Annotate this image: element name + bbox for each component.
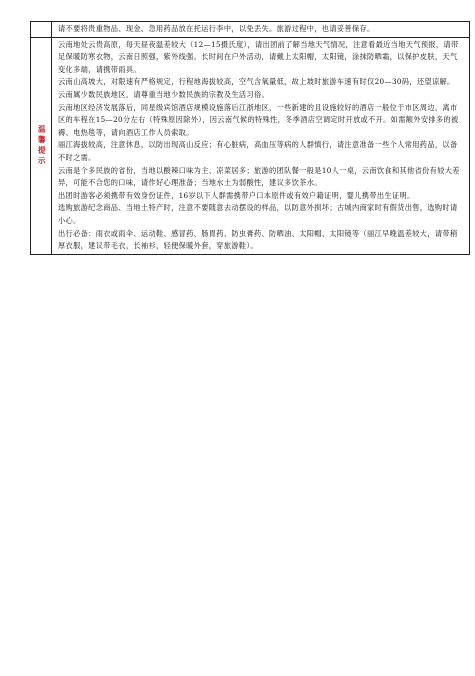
side-label-cell [31,37,52,254]
tip-item-documents: 出团时游客必须携带有效身份证件，16岁以下人群需携带户口本原件或有效户籍证明，婴儿携带出生证明。 [58,190,415,200]
tip-item-weather: 云南地处云贵高原，每天昼夜温差较大（12—15摄氏度），请出团前了解当地天气情况，注意看最近当地天气预报，请带足保暖防寒衣物，云南日照强，紫外线强。长时间在户外活动，请戴上太阳帽，太阳镜，涂抹防晒霜，以保护皮肤，天气变化多端，请携带雨具。 [58,39,459,74]
top-note-cell [52,22,470,38]
tip-item-hotel: 云南地区经济发展落后，同星级宾馆酒店规模设施落后江浙地区，一些新建的且设施较好的酒店一般位于市区周边，离市区的车程在15—20分左右（特殊原因除外），因云南气候的特殊性，冬季酒店空调定时开放或不开。如需额外安排多的被褥、电热毯等，请向酒店工作人员索取。 [58,102,459,137]
table-row [31,37,470,254]
tip-item-shopping: 选购旅游纪念商品、当地土特产时，注意不要随意去动摆设的样品，以防意外损坏；古城内商家时有假货出售，选购时请小心。 [58,203,458,225]
side-label: 温馨提示 [37,124,47,167]
tips-table [30,21,470,255]
tips-content-cell [52,37,470,254]
tip-item-customs: 云南属少数民族地区，请尊重当地少数民族的宗教及生活习俗。 [58,89,270,99]
tip-item-packing: 出行必备：雨衣或雨伞、运动鞋、感冒药、肠胃药、防虫膏药、防晒油、太阳帽、太阳镜等（丽江早晚温差较大，请带稍厚衣服，建议带毛衣，长袖衫，轻便保暖外套，穿旅游鞋）。 [58,228,458,251]
tip-item-road: 云南山高坡大，对限速有严格规定，行程地海拔较高，空气含氧量低，故上坡时旅游车速有时仅20—30码，还望谅解。 [58,77,455,87]
empty-side-cell [31,22,52,38]
top-note-text: 请不要将贵重物品、现金、急用药品放在托运行李中，以免丢失。旅游过程中，也请妥善保存。 [58,24,375,33]
tip-item-altitude: 丽江海拔较高，注意休息，以防出现高山反应；有心脏病，高血压等病的人群慎行，请注意准备一些个人常用药品，以备不时之需。 [58,140,458,162]
table-row [31,22,470,38]
tip-item-food: 云南是个多民族的省份，当地以酸辣口味为主、凉菜居多；旅游的团队餐一般是10人一桌，云南饮食和其他省份有较大差异，可能不合您的口味，请作好心理准备；当地水土为弱酸性，建议多饮茶水。 [58,165,460,188]
